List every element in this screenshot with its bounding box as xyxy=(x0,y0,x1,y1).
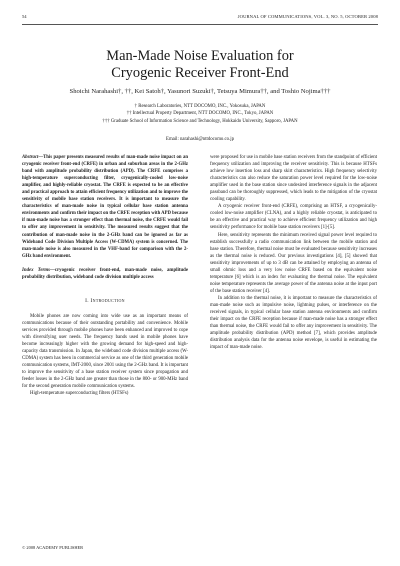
body-paragraph-1: were proposed for use in mobile base station receivers from the standpoint of efficient frequency utilization and improving the receiver sensitivity. This is because HTSFs achieve low insertion loss and sharp skirt characteristics. High frequency selectivity characteristics can also reduce the saturation power level required for the low-noise amplifier used in the base station since undesired interference signals in the adjacent passband can be thoroughly suppressed, which leads to the mitigation of the cryostat cooling capability. xyxy=(210,155,377,203)
left-column xyxy=(22,154,188,397)
section-heading-introduction: I. Introduction xyxy=(85,297,125,304)
author-list: Shoichi Narahashi†, ††, Kei Satoh†, Yasunori Suzuki†, Tetsuya Mimura††, and Toshio Nojima††† xyxy=(69,88,331,95)
index-terms-label: Index Terms xyxy=(22,267,51,273)
affiliation-2: †† Intellectual Property Department, NTT DOCOMO, INC., Tokyo, JAPAN xyxy=(126,111,274,117)
body-paragraph-2: A cryogenic receiver front-end (CRFE), comprising an HTSF, a cryogenically-cooled low-noise amplifier (CLNA), and a highly reliable cryostat, is anticipated to be an effective and practical way to achieve efficient frequency utilization and high sensitivity performance for mobile base station receivers [1]-[5]. xyxy=(210,204,377,231)
title-line-1: Man-Made Noise Evaluation for xyxy=(106,48,294,64)
affiliations xyxy=(22,103,378,125)
intro-paragraph-2: High-temperature superconducting filters (HTSFs) xyxy=(30,391,129,397)
affiliation-3: ††† Graduate School of Information Science and Technology, Hokkaido University, Sapporo, JAPAN xyxy=(102,118,298,124)
index-terms-text: —cryogenic receiver front-end, man-made noise, amplitude probability distribution, wideband code division multiple access xyxy=(22,267,188,280)
journal-title: JOURNAL OF COMMUNICATIONS, VOL. 3, NO. 5, OCTOBER 2008 xyxy=(237,14,378,19)
paper-title xyxy=(0,48,400,82)
body-paragraph-4: In addition to the thermal noise, it is important to measure the characteristics of man-made noise such as impulsive noise, lightning pulses, or interference on the received signals, in typical cellular base station antenna environments and confirm their impact on the CRFE reception because if man-made noise has a stronger effect than thermal noise, the CRFE would fail to offer any improvement in sensitivity. The amplitude probability distribution (APD) method [7], which provides amplitude distribution analysis data for the antenna noise envelope, is useful in estimating the impact of man-made noise. xyxy=(210,295,377,351)
affiliation-1: † Research Laboratories, NTT DOCOMO, INC., Yokosuka, JAPAN xyxy=(134,104,266,109)
abstract xyxy=(22,154,188,260)
index-terms xyxy=(22,267,188,281)
title-line-2: Cryogenic Receiver Front-End xyxy=(111,65,289,81)
running-header xyxy=(22,14,378,24)
copyright-footer: © 2008 ACADEMY PUBLISHER xyxy=(22,545,84,550)
author-email: Email: narahashi@nttdocomo.co.jp xyxy=(166,137,234,142)
abstract-label: Abstract xyxy=(22,155,39,160)
body-paragraph-3: Here, sensitivity represents the minimum received signal power level required to establish successfully a radio communication link between the mobile station and base station. Therefore, thermal noise must be evaluated because sensitivity increases as the thermal noise is reduced. Our previous investigations [4], [5] showed that sensitivity improvements of up to 3 dB can be attained by employing an antenna of small ohmic loss and a very low noise CRFE based on the equivalent noise temperature [6] which is an index for evaluating the thermal noise. The equivalent noise temperature represents the average power of the antenna noise at the input port of the base station receiver [4]. xyxy=(210,232,377,294)
abstract-text: —This paper presents measured results of man-made noise impact on an cryogenic receiver front-end (CRFE) in urban and suburban areas in the 2-GHz band with amplitude probability distribution (APD). The CRFE comprises a high-temperature superconducting filter, cryogenically-cooled low-noise amplifier, and highly-reliable cryostat. The CRFE is expected to be an effective and practical approach to attain efficient frequency utilization and to improve the sensitivity of mobile base station receivers. It is important to measure the characteristics of man-made noise in typical cellular base station antenna environments and confirm their impact on the CRFE reception with APD because if man-made noise has a stronger effect than thermal noise, the CRFE would fail to offer any improvement in sensitivity. The measured results suggest that the contribution of man-made noise in the 2-GHz band can be ignored as far as Wideband Code Division Multiple Access (W-CDMA) system is concerned. The man-made noise is also measured in the VHF-band for comparison with the 2-GHz band environment. xyxy=(22,155,188,259)
intro-paragraph-1: Mobile phones are now coming into wide use as an important means of communications because of their outstanding portability and convenience. Mobile services provided through mobile phones have been enhanced and improved to cope with diversifying user needs. The frequency bands used in mobile phones have become increasingly higher with the growing demand for high-speed and high-capacity data transmission. In Japan, the wideband code division multiple access (W-CDMA) system has been in commercial service as one of the third generation mobile communication systems, IMT-2000, since 2001 using the 2-GHz band. It is important to improve the sensitivity of a base station receiver system since propagation and feeder losses in the 2-GHz band are greater than those in the 800- or 900-MHz band for the second generation mobile communication systems. xyxy=(22,313,188,390)
right-column xyxy=(210,154,377,351)
page-number: 54 xyxy=(22,14,27,19)
header-rule xyxy=(22,24,378,25)
